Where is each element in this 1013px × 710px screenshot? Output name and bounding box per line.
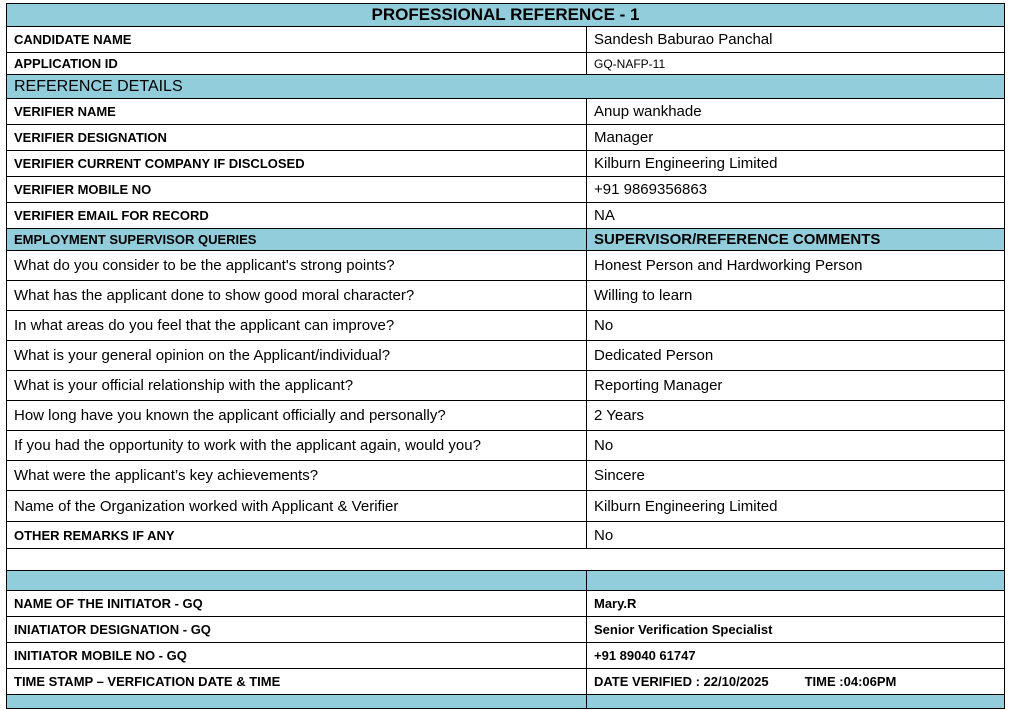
candidate-name-value: Sandesh Baburao Panchal	[587, 27, 1005, 53]
application-id-row	[7, 53, 1005, 75]
other-remarks-row	[7, 522, 1005, 549]
query-question: What is your official relationship with the applicant?	[7, 371, 587, 401]
query-question: What do you consider to be the applicant's strong points?	[7, 251, 587, 281]
query-question: If you had the opportunity to work with the applicant again, would you?	[7, 431, 587, 461]
empty-row	[7, 549, 1005, 571]
query-row	[7, 251, 1005, 281]
reference-details-header	[7, 75, 1005, 99]
verifier-value: Manager	[587, 125, 1005, 151]
query-row	[7, 341, 1005, 371]
timestamp-row	[7, 669, 1005, 695]
query-answer: No	[587, 431, 1005, 461]
initiator-label: INITIATOR MOBILE NO - GQ	[7, 643, 587, 669]
initiator-header	[7, 571, 1005, 591]
footer-band	[7, 695, 1005, 709]
query-answer: Dedicated Person	[587, 341, 1005, 371]
query-question: What were the applicant’s key achievements?	[7, 461, 587, 491]
initiator-label: INIATIATOR DESIGNATION - GQ	[7, 617, 587, 643]
initiator-row	[7, 591, 1005, 617]
query-question: How long have you known the applicant officially and personally?	[7, 401, 587, 431]
verifier-label: VERIFIER DESIGNATION	[7, 125, 587, 151]
footer-band-right	[587, 695, 1005, 709]
query-row	[7, 281, 1005, 311]
query-answer: Honest Person and Hardworking Person	[587, 251, 1005, 281]
initiator-header-left	[7, 571, 587, 591]
query-question: Name of the Organization worked with Applicant & Verifier	[7, 491, 587, 522]
queries-right-heading: SUPERVISOR/REFERENCE COMMENTS	[587, 229, 1005, 251]
other-remarks-label: OTHER REMARKS IF ANY	[7, 522, 587, 549]
initiator-value: +91 89040 61747	[587, 643, 1005, 669]
reference-sheet	[6, 3, 1005, 709]
query-answer: Reporting Manager	[587, 371, 1005, 401]
verifier-value: +91 9869356863	[587, 177, 1005, 203]
footer-band-left	[7, 695, 587, 709]
initiator-value: Senior Verification Specialist	[587, 617, 1005, 643]
title-row	[7, 4, 1005, 27]
initiator-header-right	[587, 571, 1005, 591]
query-question: What has the applicant done to show good moral character?	[7, 281, 587, 311]
queries-left-heading: EMPLOYMENT SUPERVISOR QUERIES	[7, 229, 587, 251]
date-verified: DATE VERIFIED : 22/10/2025	[594, 674, 769, 689]
initiator-row	[7, 643, 1005, 669]
initiator-value: Mary.R	[587, 591, 1005, 617]
application-id-label: APPLICATION ID	[7, 53, 587, 75]
verifier-row	[7, 203, 1005, 229]
query-row	[7, 371, 1005, 401]
verifier-label: VERIFIER EMAIL FOR RECORD	[7, 203, 587, 229]
verifier-row	[7, 99, 1005, 125]
query-answer: No	[587, 311, 1005, 341]
verifier-row	[7, 177, 1005, 203]
timestamp-value	[587, 669, 1005, 695]
verifier-row	[7, 125, 1005, 151]
initiator-label: NAME OF THE INITIATOR - GQ	[7, 591, 587, 617]
page-title: PROFESSIONAL REFERENCE - 1	[7, 4, 1005, 27]
verifier-label: VERIFIER NAME	[7, 99, 587, 125]
candidate-name-label: CANDIDATE NAME	[7, 27, 587, 53]
query-row	[7, 491, 1005, 522]
timestamp-label: TIME STAMP – VERFICATION DATE & TIME	[7, 669, 587, 695]
query-row	[7, 431, 1005, 461]
query-question: What is your general opinion on the Applicant/individual?	[7, 341, 587, 371]
queries-header	[7, 229, 1005, 251]
query-answer: 2 Years	[587, 401, 1005, 431]
application-id-value: GQ-NAFP-11	[587, 53, 1005, 75]
verifier-label: VERIFIER MOBILE NO	[7, 177, 587, 203]
query-answer: Kilburn Engineering Limited	[587, 491, 1005, 522]
initiator-row	[7, 617, 1005, 643]
reference-details-heading: REFERENCE DETAILS	[7, 75, 1005, 99]
verifier-value: Anup wankhade	[587, 99, 1005, 125]
candidate-name-row	[7, 27, 1005, 53]
empty-cell	[7, 549, 1005, 571]
query-row	[7, 311, 1005, 341]
query-answer: Willing to learn	[587, 281, 1005, 311]
query-question: In what areas do you feel that the applicant can improve?	[7, 311, 587, 341]
verifier-value: NA	[587, 203, 1005, 229]
verifier-value: Kilburn Engineering Limited	[587, 151, 1005, 177]
time-verified: TIME :04:06PM	[804, 674, 897, 689]
verifier-label: VERIFIER CURRENT COMPANY IF DISCLOSED	[7, 151, 587, 177]
verifier-row	[7, 151, 1005, 177]
query-row	[7, 461, 1005, 491]
other-remarks-value: No	[587, 522, 1005, 549]
query-row	[7, 401, 1005, 431]
query-answer: Sincere	[587, 461, 1005, 491]
